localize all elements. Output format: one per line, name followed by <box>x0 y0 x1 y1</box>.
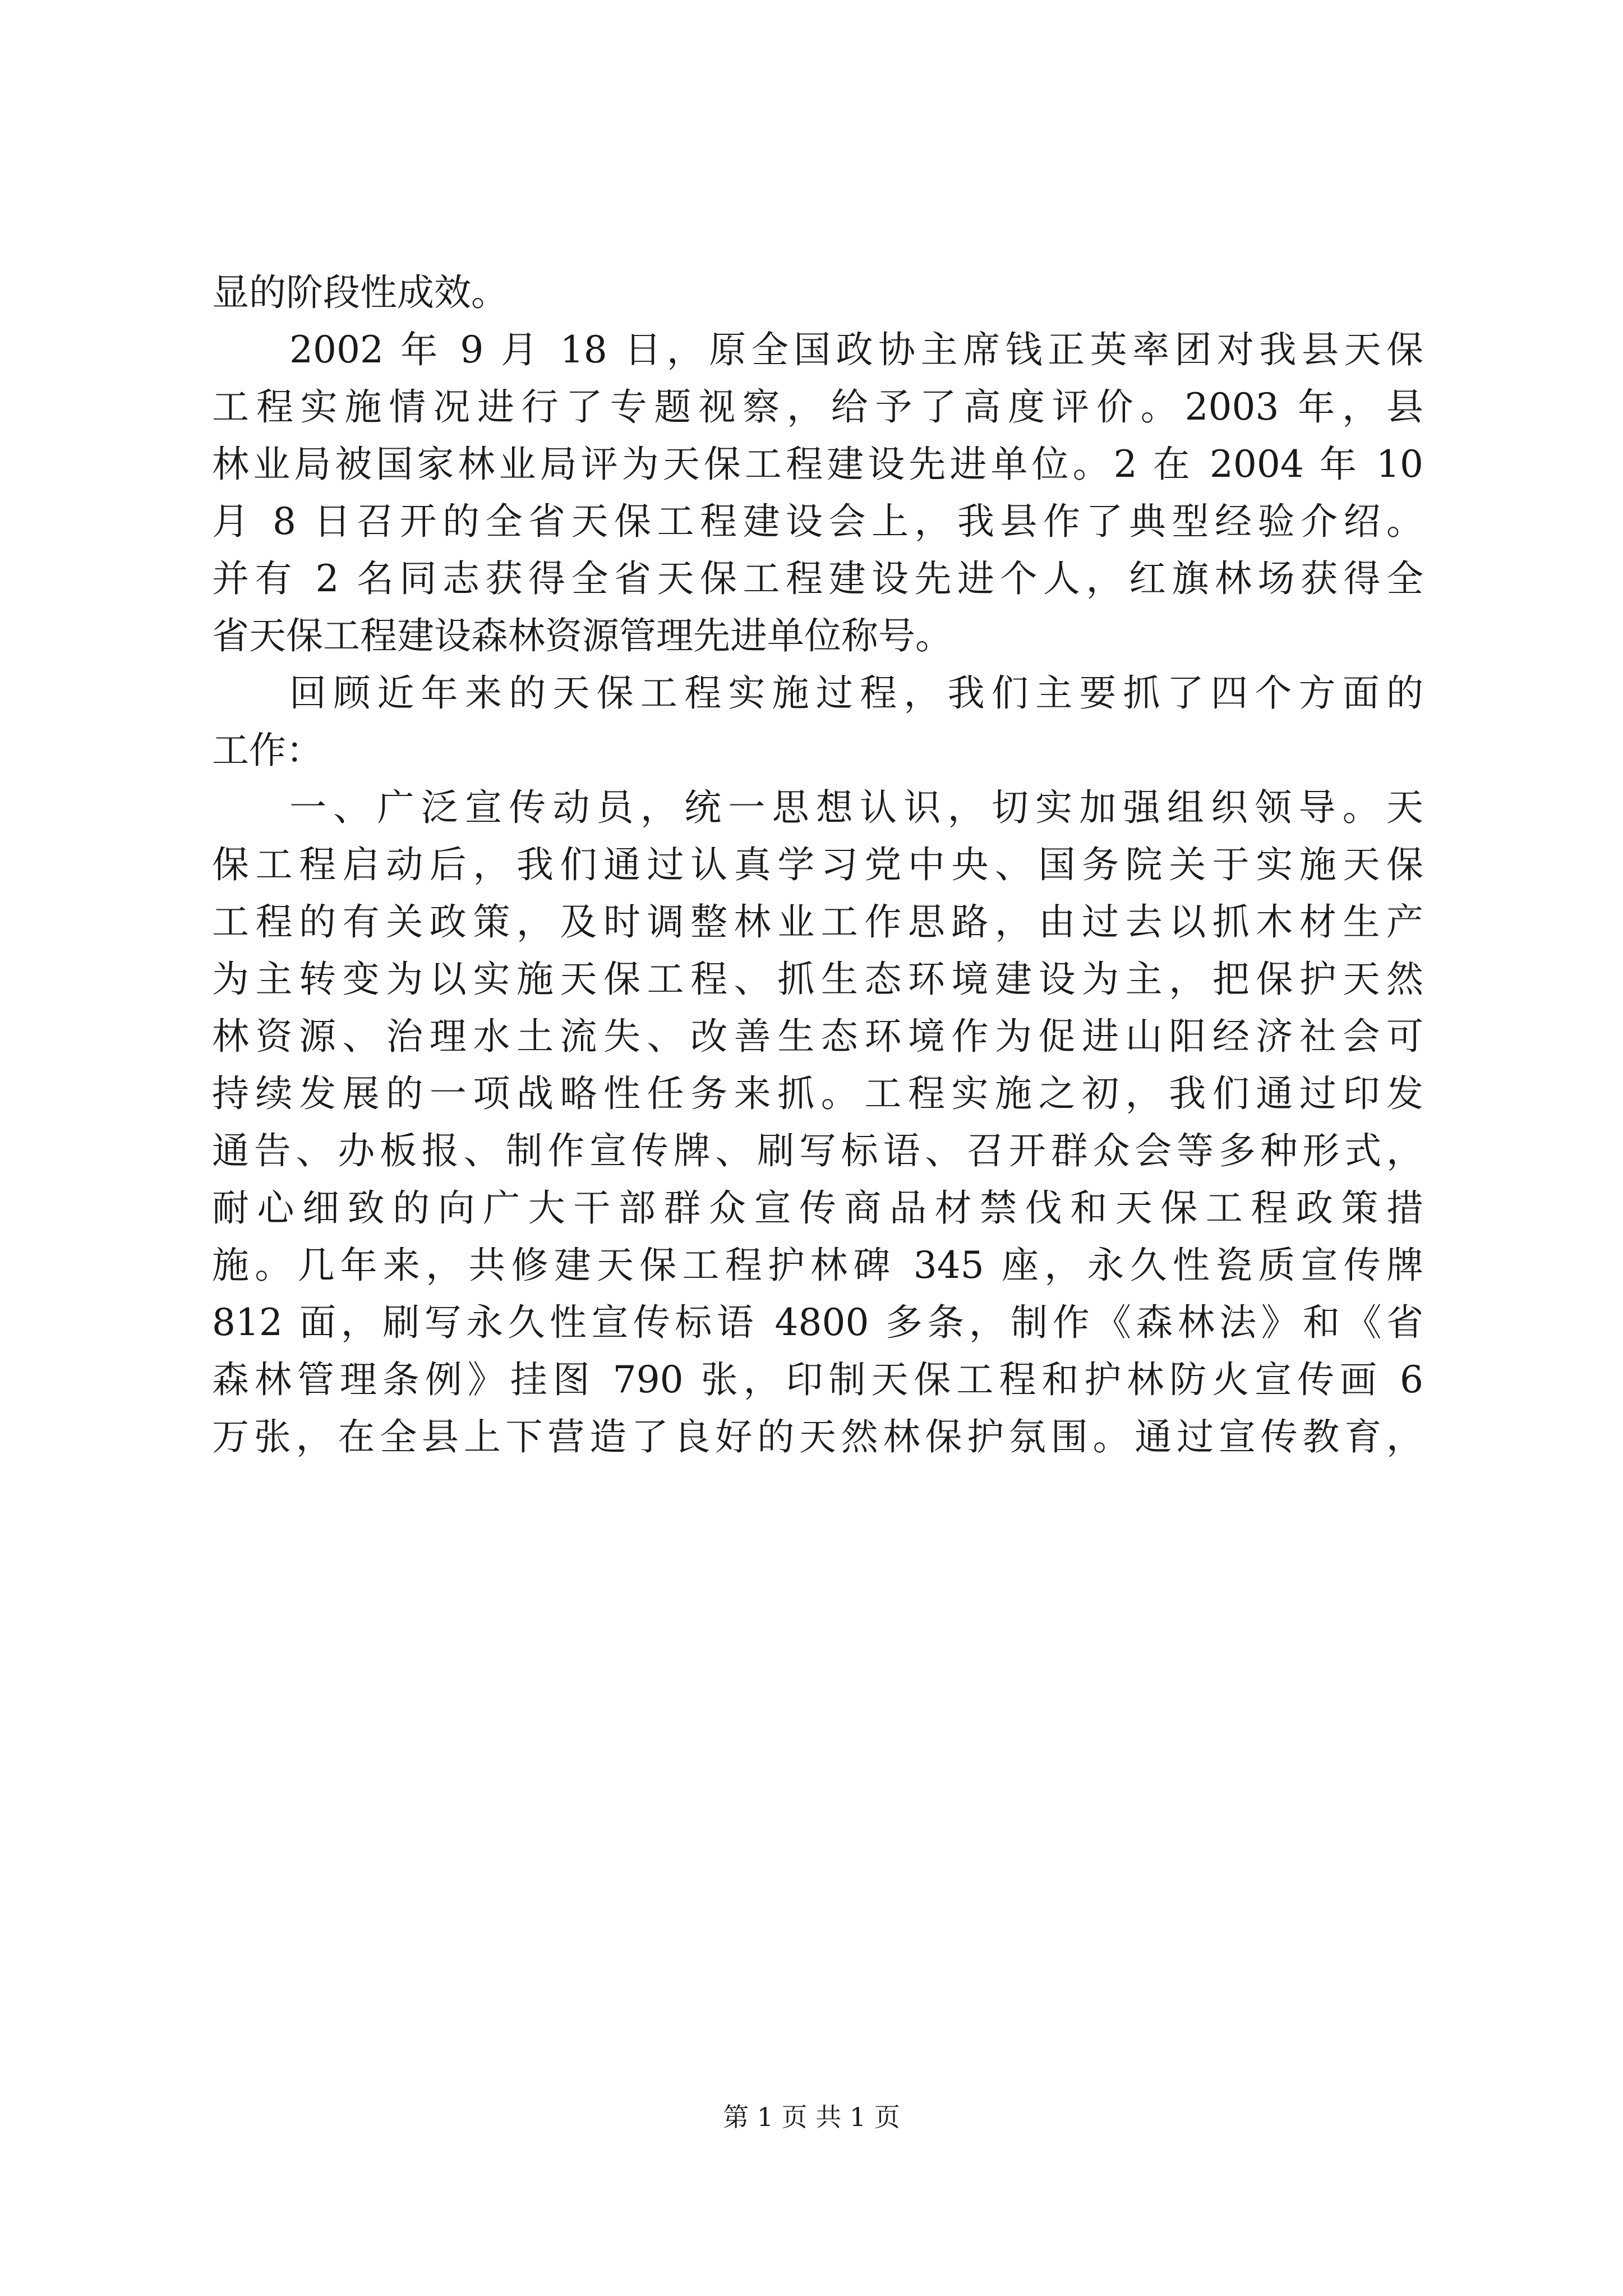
paragraph-line: 月 8 日召开的全省天保工程建设会上，我县作了典型经验介绍。 <box>212 500 1423 543</box>
paragraph-line: 并有 2 名同志获得全省天保工程建设先进个人，红旗林场获得全 <box>212 557 1423 600</box>
paragraph-line: 省天保工程建设森林资源管理先进单位称号。 <box>212 614 952 657</box>
page-number-label: 第 1 页 共 1 页 <box>723 2102 900 2132</box>
paragraph-line: 耐心细致的向广大干部群众宣传商品材禁伐和天保工程政策措 <box>212 1186 1423 1230</box>
paragraph-line: 保工程启动后，我们通过认真学习党中央、国务院关于实施天保 <box>212 843 1423 886</box>
paragraph-line: 森林管理条例》挂图 790 张，印制天保工程和护林防火宣传画 6 <box>212 1358 1423 1401</box>
paragraph-line: 显的阶段性成效。 <box>212 271 508 314</box>
paragraph-line: 2002 年 9 月 18 日，原全国政协主席钱正英率团对我县天保 <box>289 328 1423 371</box>
paragraph-line: 工程的有关政策，及时调整林业工作思路，由过去以抓木材生产 <box>212 900 1423 944</box>
paragraph-line: 为主转变为以实施天保工程、抓生态环境建设为主，把保护天然 <box>212 958 1423 1001</box>
paragraph-line: 林资源、治理水土流失、改善生态环境作为促进山阳经济社会可 <box>212 1015 1423 1058</box>
paragraph-line: 林业局被国家林业局评为天保工程建设先进单位。2 在 2004 年 10 <box>212 443 1423 486</box>
paragraph-line: 812 面，刷写永久性宣传标语 4800 多条，制作《森林法》和《省 <box>212 1301 1423 1344</box>
paragraph-line: 施。几年来，共修建天保工程护林碑 345 座，永久性瓷质宣传牌 <box>212 1244 1423 1287</box>
paragraph-line: 通告、办板报、制作宣传牌、刷写标语、召开群众会等多种形式， <box>212 1129 1423 1172</box>
paragraph-line: 持续发展的一项战略性任务来抓。工程实施之初，我们通过印发 <box>212 1072 1423 1115</box>
paragraph-line: 回顾近年来的天保工程实施过程，我们主要抓了四个方面的 <box>289 671 1423 715</box>
paragraph-line: 工作： <box>212 729 323 772</box>
paragraph-line: 一、广泛宣传动员，统一思想认识，切实加强组织领导。天 <box>289 786 1423 829</box>
page-footer <box>0 2100 1623 2134</box>
paragraph-line: 工程实施情况进行了专题视察，给予了高度评价。2003 年，县 <box>212 385 1423 429</box>
document-body <box>212 265 1423 1466</box>
paragraph-line: 万张，在全县上下营造了良好的天然林保护氛围。通过宣传教育， <box>212 1415 1423 1458</box>
